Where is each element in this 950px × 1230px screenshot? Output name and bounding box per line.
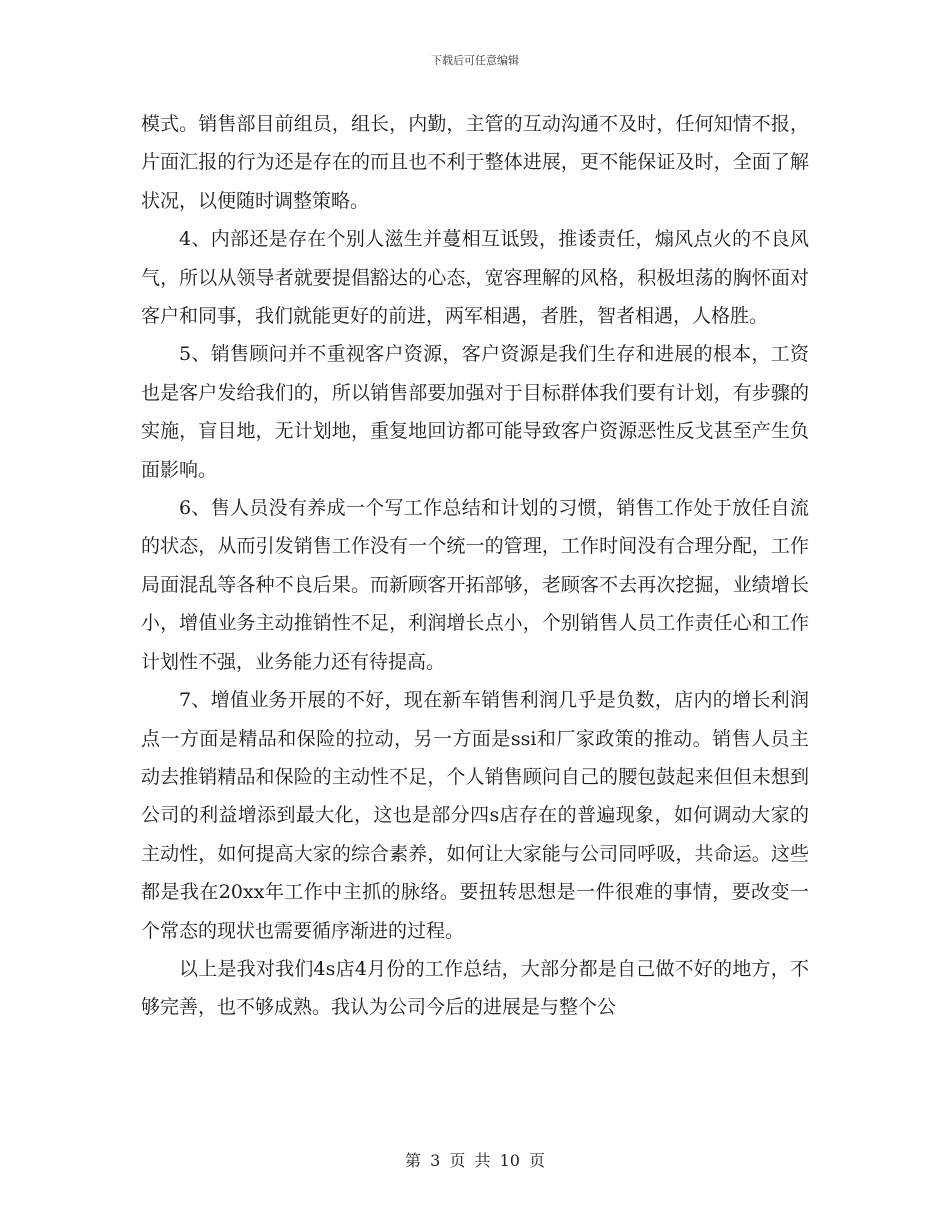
paragraph-item-7: 7、增值业务开展的不好，现在新车销售利润几乎是负数，店内的增长利润点一方面是精品和保险的拉动，另一方面是ssi和厂家政策的推动。销售人员主动去推销精品和保险的主动性不足，个人销售顾问自己的腰包鼓起来但但未想到公司的利益增添到最大化，这也是部分四s店存在的普遍现象，如何调动大家的主动性，如何提高大家的综合素养，如何让大家能与公司同呼吸，共命运。这些都是我在20xx年工作中主抓的脉络。要扭转思想是一件很难的事情，要改变一个常态的现状也需要循序渐进的过程。: [141, 689, 809, 942]
document-body: [141, 105, 809, 1027]
paragraph-item-5: 5、销售顾问并不重视客户资源，客户资源是我们生存和进展的根本，工资也是客户发给我们的，所以销售部要加强对于目标群体我们要有计划，有步骤的实施，盲目地，无计划地，重复地回访都可能导致客户资源恶性反戈甚至产生负面影响。: [141, 343, 809, 481]
page-header: 下载后可任意编辑: [431, 54, 519, 67]
paragraph-item-4: 4、内部还是存在个别人滋生并蔓相互诋毁，推诿责任，煽风点火的不良风气，所以从领导者就要提倡豁达的心态，宽容理解的风格，积极坦荡的胸怀面对客户和同事，我们就能更好的前进，两军相遇，者胜，智者相遇，人格胜。: [141, 228, 809, 328]
page-number-footer: 第 3 页 共 10 页: [405, 1151, 545, 1170]
paragraph-item-6: 6、售人员没有养成一个写工作总结和计划的习惯，销售工作处于放任自流的状态，从而引发销售工作没有一个统一的管理，工作时间没有合理分配，工作局面混乱等各种不良后果。而新顾客开拓部够，老顾客不去再次挖掘，业绩增长小，增值业务主动推销性不足，利润增长点小，个别销售人员工作责任心和工作计划性不强，业务能力还有待提高。: [141, 497, 809, 673]
paragraph-continuation: 模式。销售部目前组员，组长，内勤，主管的互动沟通不及时，任何知情不报，片面汇报的行为还是存在的而且也不利于整体进展，更不能保证及时，全面了解状况，以便随时调整策略。: [141, 113, 809, 212]
paragraph-summary: 以上是我对我们4s店4月份的工作总结，大部分都是自己做不好的地方，不够完善，也不够成熟。我认为公司今后的进展是与整个公: [141, 957, 809, 1019]
